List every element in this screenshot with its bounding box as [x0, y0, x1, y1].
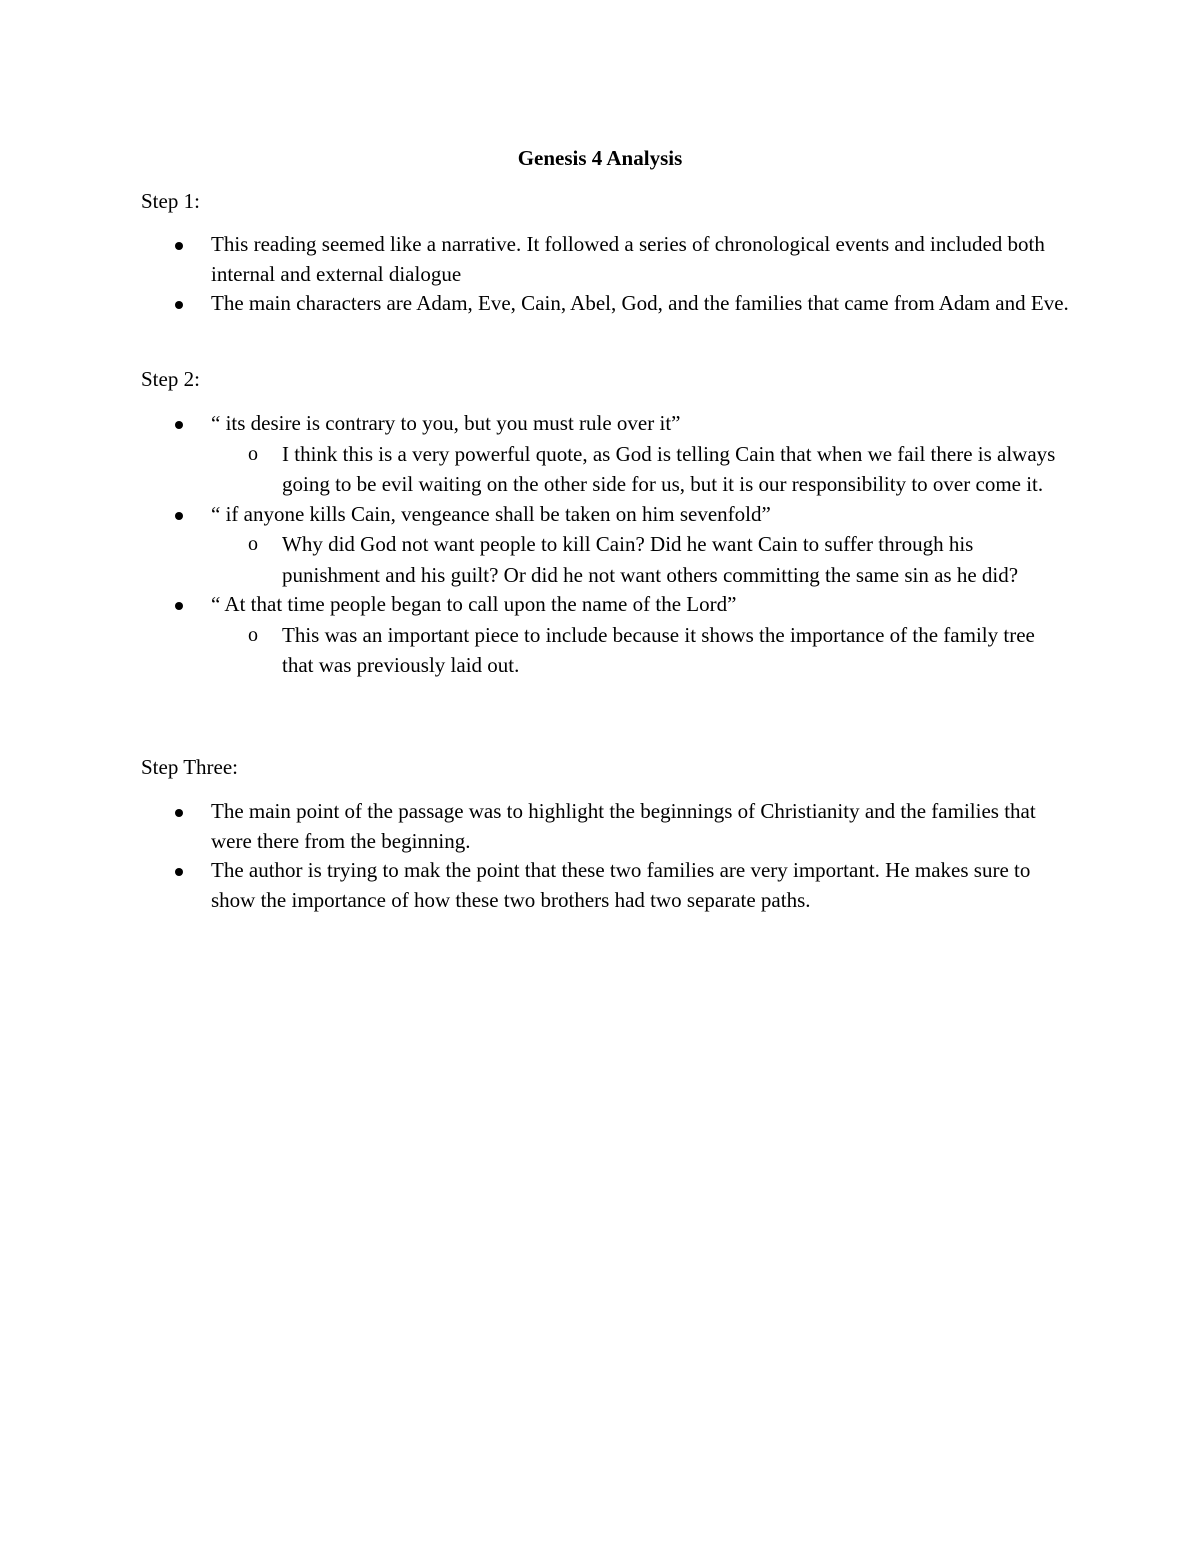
list-item-text: The author is trying to mak the point that these two families are very important. He makes sure to show the importance of how these two brothers had two separate paths.	[211, 858, 1031, 912]
bullet-icon	[175, 512, 183, 520]
sub-bullet-icon: o	[248, 623, 258, 646]
bullet-icon	[175, 868, 183, 876]
list-item-text: “ At that time people began to call upon the name of the Lord”	[211, 592, 737, 616]
sub-list-item	[0, 439, 1070, 500]
list-item	[0, 409, 1200, 500]
list-item-text: “ its desire is contrary to you, but you must rule over it”	[211, 411, 681, 435]
sub-list-item-text: This was an important piece to include because it shows the importance of the family tree that was previously laid out.	[282, 622, 1035, 677]
sub-bullet-icon: o	[248, 533, 258, 555]
step-1-label: Step 1:	[141, 189, 200, 213]
sub-list-item-text: I think this is a very powerful quote, as God is telling Cain that when we fail there is always going to be evil waiting on the other side for us, but it is our responsibility to over come it.	[282, 441, 1056, 496]
step-3-label: Step Three:	[141, 755, 239, 779]
sub-list	[211, 439, 1070, 500]
bullet-icon	[175, 421, 183, 429]
bullet-icon	[175, 602, 183, 610]
sub-list-item-text: Why did God not want people to kill Cain? Did he want Cain to suffer through his punishment and his guilt? Or did he not want others committing the same sin as he did?	[282, 532, 1019, 587]
list-item	[0, 856, 1200, 915]
list-item	[0, 590, 1200, 681]
bullet-icon	[175, 809, 183, 817]
document-title: Genesis 4 Analysis	[517, 146, 683, 170]
sub-list-item	[0, 529, 1070, 590]
step-2-label: Step 2:	[141, 367, 200, 391]
step-3-list	[0, 797, 1200, 915]
list-item	[0, 289, 1200, 319]
sub-list-item	[0, 620, 1070, 681]
sub-list	[211, 620, 1070, 681]
list-item-text: The main characters are Adam, Eve, Cain, Abel, God, and the families that came from Adam and Eve.	[211, 291, 1069, 315]
list-item	[0, 230, 1200, 289]
list-item	[0, 797, 1200, 856]
list-item-text: The main point of the passage was to highlight the beginnings of Christianity and the families that were there from the beginning.	[211, 799, 1036, 853]
sub-list	[211, 529, 1070, 590]
list-item-text: “ if anyone kills Cain, vengeance shall be taken on him sevenfold”	[211, 501, 771, 526]
sub-bullet-icon: o	[248, 442, 258, 465]
step-2-list	[0, 409, 1200, 681]
bullet-icon	[175, 301, 183, 309]
list-item-text: This reading seemed like a narrative. It followed a series of chronological events and included both internal and external dialogue	[211, 232, 1045, 286]
bullet-icon	[175, 242, 183, 250]
list-item	[0, 500, 1200, 591]
step-1-list	[0, 230, 1200, 319]
